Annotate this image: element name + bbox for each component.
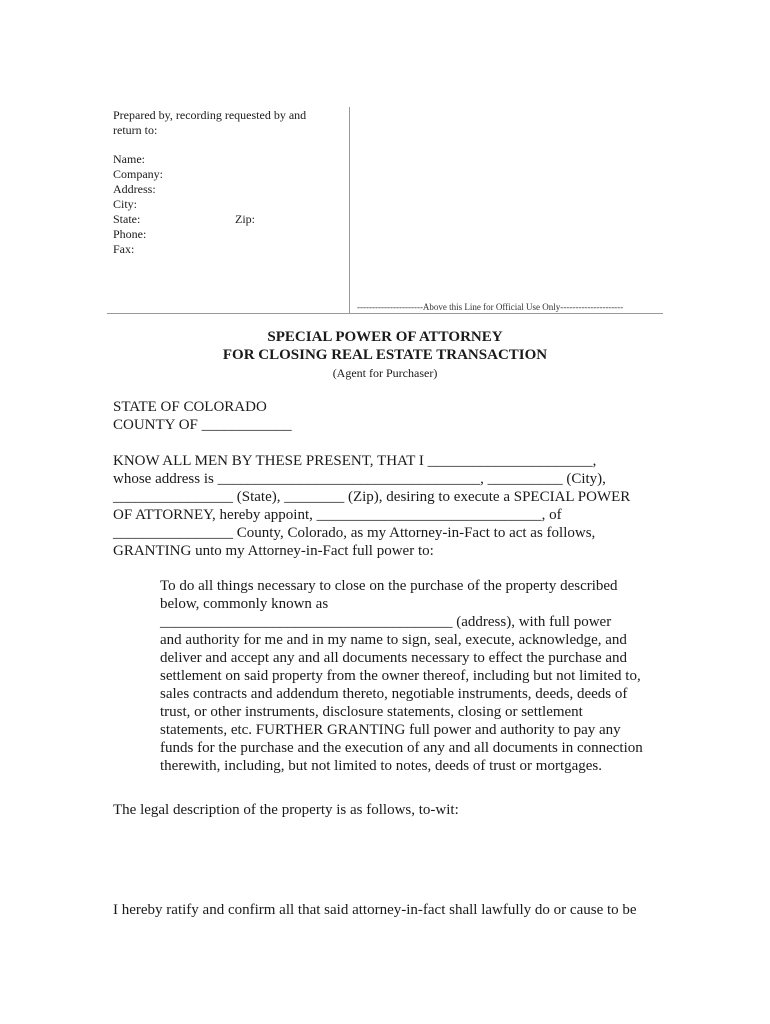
intro-line: KNOW ALL MEN BY THESE PRESENT, THAT I ______________________, [113, 453, 597, 469]
prepared-by-line-1: Prepared by, recording requested by and [113, 108, 307, 122]
legal-description-label: The legal description of the property is as follows, to-wit: [113, 802, 459, 818]
venue-county: COUNTY OF ____________ [113, 417, 292, 433]
official-use-marker: ----------------------Above this Line for Official Use Only--------------------- [357, 302, 624, 312]
powers-line: below, commonly known as [160, 596, 329, 612]
header-vertical-divider [349, 107, 350, 313]
intro-line: GRANTING unto my Attorney-in-Fact full power to: [113, 543, 434, 559]
document-title-line-2: FOR CLOSING REAL ESTATE TRANSACTION [222, 347, 548, 363]
powers-line: funds for the purchase and the execution of any and all documents in connection [160, 740, 643, 756]
header-horizontal-divider [107, 313, 663, 314]
powers-line: settlement on said property from the owner thereof, including but not limited to, [160, 668, 641, 684]
phone-label: Phone: [113, 227, 147, 241]
powers-line: and authority for me and in my name to sign, seal, execute, acknowledge, and [160, 632, 627, 648]
venue-state: STATE OF COLORADO [113, 399, 267, 415]
document-title-line-1: SPECIAL POWER OF ATTORNEY [267, 329, 503, 345]
zip-label: Zip: [235, 212, 255, 226]
intro-line: OF ATTORNEY, hereby appoint, ______________________________, of [113, 507, 562, 523]
intro-line: ________________ County, Colorado, as my Attorney-in-Fact to act as follows, [113, 525, 596, 541]
ratification-text: I hereby ratify and confirm all that said attorney-in-fact shall lawfully do or cause to be [113, 902, 637, 918]
name-label: Name: [113, 152, 145, 166]
prepared-by-line-2: return to: [113, 123, 158, 137]
powers-line: _______________________________________ (address), with full power [160, 614, 612, 630]
address-label: Address: [113, 182, 156, 196]
document-subtitle: (Agent for Purchaser) [332, 366, 438, 380]
powers-line: To do all things necessary to close on the purchase of the property described [160, 578, 618, 594]
state-label: State: [113, 212, 141, 226]
powers-line: sales contracts and addendum thereto, negotiable instruments, deeds, deeds of [160, 686, 628, 702]
intro-line: whose address is ___________________________________, __________ (City), [113, 471, 606, 487]
powers-line: deliver and accept any and all documents necessary to effect the purchase and [160, 650, 628, 666]
powers-line: trust, or other instruments, disclosure statements, closing or settlement [160, 704, 583, 720]
powers-line: statements, etc. FURTHER GRANTING full power and authority to pay any [160, 722, 621, 738]
intro-line: ________________ (State), ________ (Zip), desiring to execute a SPECIAL POWER [113, 489, 631, 505]
company-label: Company: [113, 167, 163, 181]
city-label: City: [113, 197, 138, 211]
powers-line: therewith, including, but not limited to notes, deeds of trust or mortgages. [160, 758, 603, 774]
fax-label: Fax: [113, 242, 135, 256]
